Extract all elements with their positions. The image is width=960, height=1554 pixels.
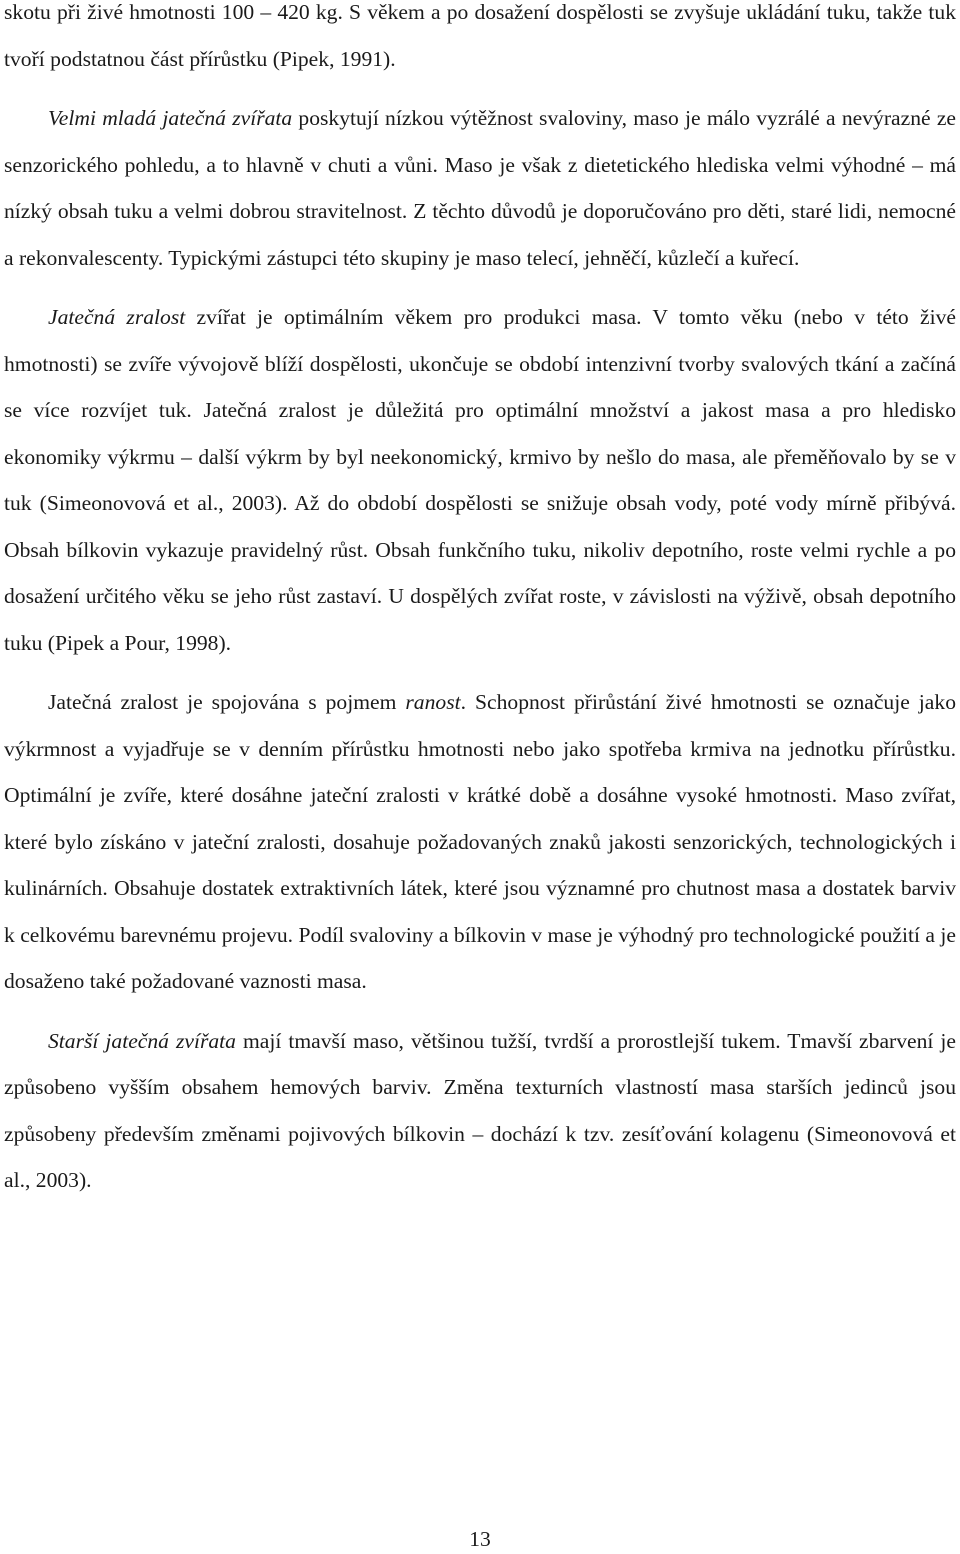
document-page	[4, 0, 956, 1204]
term-slaughter-maturity: Jatečná zralost	[48, 305, 186, 329]
paragraph-earliness	[4, 679, 956, 1005]
page-number: 13	[469, 1527, 491, 1551]
paragraph-fat-deposition	[4, 0, 956, 82]
text-run: poskytují nízkou výtěžnost svaloviny, maso je málo vyzrálé a nevýrazné ze senzorického pohledu, a to hlavně v chuti a vůni. Maso je však z dietetického hlediska velmi výhodné – má nízký obsah tuku a velmi dobrou stravitelnost. Z těchto důvodů je doporučováno pro děti, staré lidi, nemocné a rekonvalescenty. Typickými zástupci této skupiny je maso telecí, jehněčí, kůzlečí a kuřecí.	[4, 106, 956, 270]
paragraph-slaughter-maturity	[4, 294, 956, 666]
term-young-animals: Velmi mladá jatečná zvířata	[48, 106, 293, 130]
text-run: . Schopnost přirůstání živé hmotnosti se označuje jako výkrmnost a vyjadřuje se v denním přírůstku hmotnosti nebo jako spotřeba krmiva na jednotku přírůstku. Optimální je zvíře, které dosáhne jateční zralosti v krátké době a dosáhne vysoké hmotnosti. Maso zvířat, které bylo získáno v jateční zralosti, dosahuje požadovaných znaků jakosti senzorických, technologických i kulinárních. Obsahuje dostatek extraktivních látek, které jsou významné pro chutnost masa a dostatek barviv k celkovému barevnému projevu. Podíl svaloviny a bílkovin v mase je výhodný pro technologické použití a je dosaženo také požadované vaznosti masa.	[4, 690, 956, 993]
text-run: skotu při živé hmotnosti 100 – 420 kg. S věkem a po dosažení dospělosti se zvyšuje ukládání tuku, takže tuk tvoří podstatnou část přírůstku (Pipek, 1991).	[4, 0, 956, 71]
paragraph-young-animals	[4, 95, 956, 281]
term-older-animals: Starší jatečná zvířata	[48, 1028, 236, 1053]
term-earliness: ranost	[405, 690, 461, 714]
text-run: zvířat je optimálním věkem pro produkci masa. V tomto věku (nebo v této živé hmotnosti) se zvíře vývojově blíží dospělosti, ukončuje se období intenzivní tvorby svalových tkání a začíná se více rozvíjet tuk. Jatečná zralost je důležitá pro optimální množství a jakost masa a pro hledisko ekonomiky výkrmu – další výkrm by byl neekonomický, krmivo by nešlo do masa, ale přeměňovalo by se v tuk (Simeonovová et al., 2003). Až do období dospělosti se snižuje obsah vody, poté vody mírně přibývá. Obsah bílkovin vykazuje pravidelný růst. Obsah funkčního tuku, nikoliv depotního, roste velmi rychle a po dosažení určitého věku se jeho růst zastaví. U dospělých zvířat roste, v závislosti na výživě, obsah depotního tuku (Pipek a Pour, 1998).	[4, 305, 956, 655]
text-run: Jatečná zralost je spojována s pojmem	[48, 690, 406, 714]
text-run: mají tmavší maso, většinou tužší, tvrdší a prorostlejší tukem. Tmavší zbarvení je způsobeno vyšším obsahem hemových barviv. Změna texturních vlastností masa starších jedinců jsou způsobeny především změnami pojivových bílkovin – dochází k tzv. zesíťování kolagenu (Simeonovová et al., 2003).	[4, 1028, 956, 1192]
paragraph-older-animals	[4, 1018, 956, 1204]
